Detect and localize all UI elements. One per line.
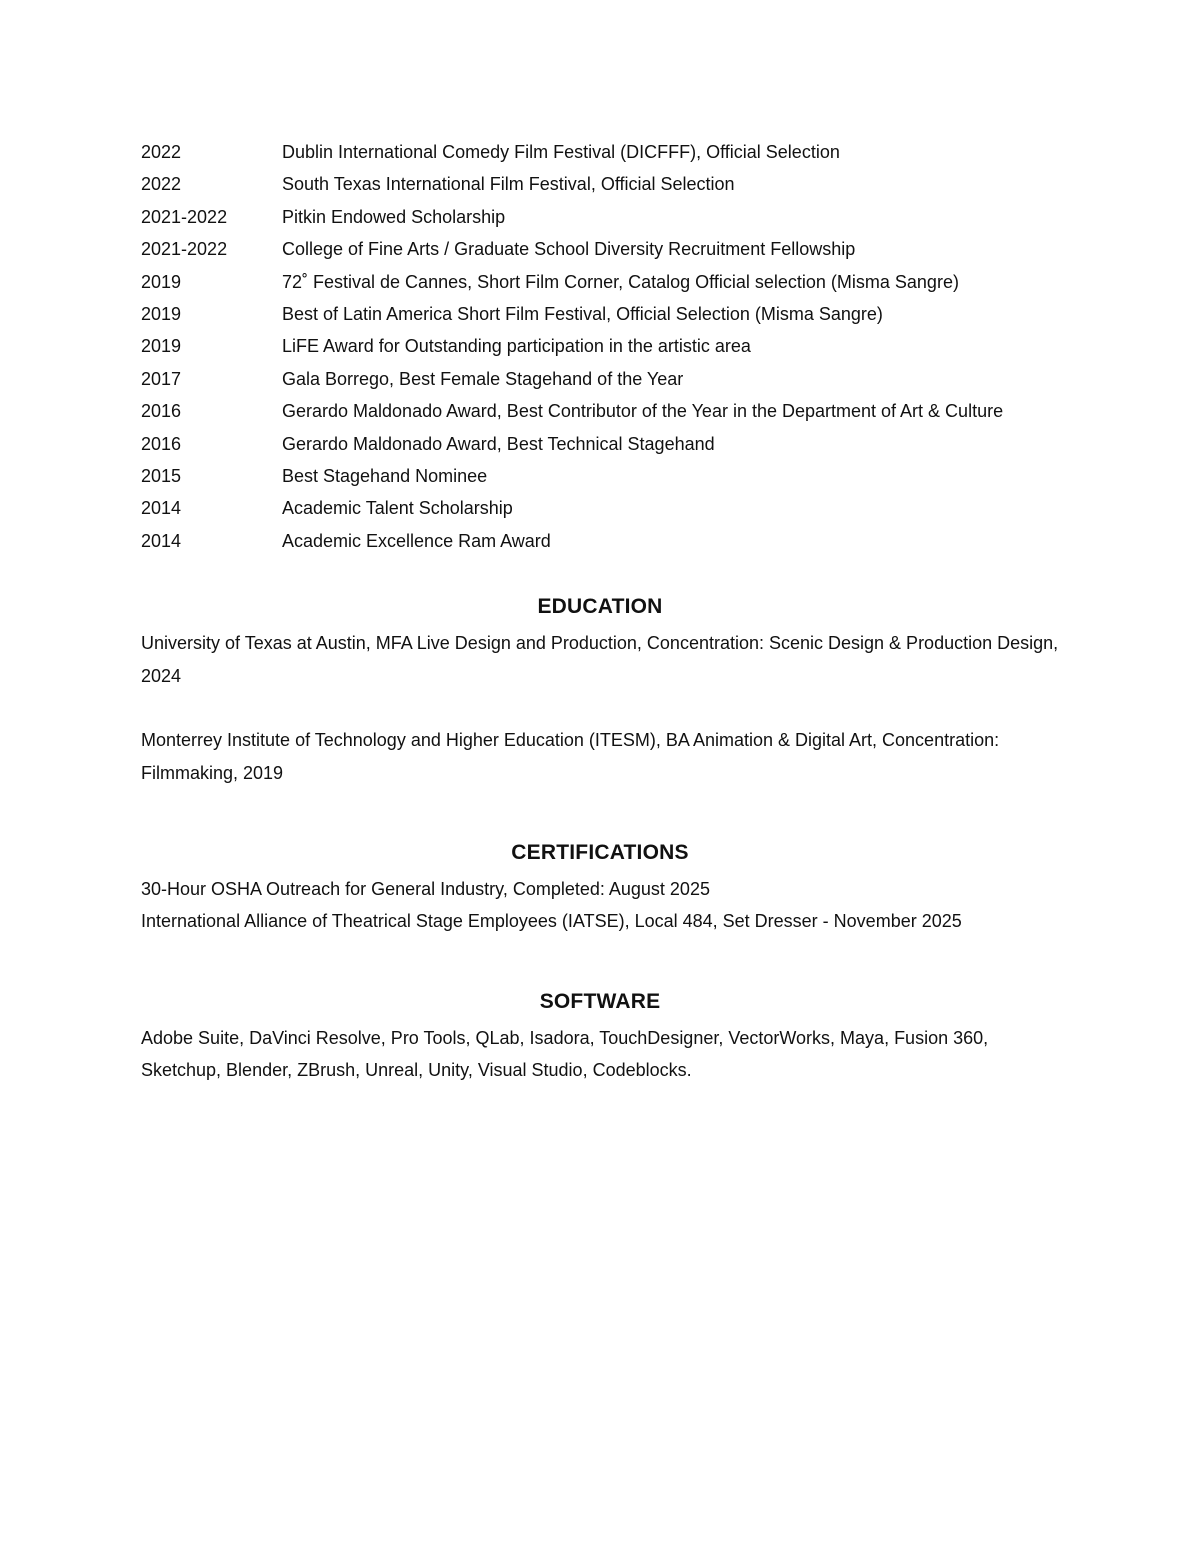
award-row (141, 298, 1059, 330)
certifications-section (141, 873, 1059, 938)
award-year: 2019 (141, 271, 182, 292)
award-title: Dublin International Comedy Film Festival (DICFFF), Official Selection (282, 142, 840, 162)
award-title: Pitkin Endowed Scholarship (282, 206, 506, 227)
award-title: Gerardo Maldonado Award, Best Contributor of the Year in the Department of Art & Culture (282, 401, 1004, 422)
awards-list (141, 136, 1059, 557)
award-title: Academic Excellence Ram Award (282, 530, 551, 551)
spacer (141, 692, 1059, 724)
award-year: 2022 (141, 174, 182, 195)
award-row (141, 330, 1059, 362)
award-row (141, 168, 1059, 200)
award-year: 2019 (141, 336, 182, 357)
award-row (141, 201, 1059, 233)
award-year: 2016 (141, 401, 182, 422)
award-year: 2017 (141, 368, 182, 389)
award-row (141, 233, 1059, 265)
certifications-heading: CERTIFICATIONS (511, 840, 689, 864)
award-year: 2021-2022 (141, 206, 228, 227)
award-title: LiFE Award for Outstanding participation in the artistic area (282, 336, 751, 357)
education-heading: EDUCATION (537, 595, 663, 619)
education-section (141, 627, 1059, 789)
award-row (141, 395, 1059, 427)
award-row (141, 492, 1059, 524)
award-row (141, 266, 1059, 298)
award-row (141, 363, 1059, 395)
award-row (141, 460, 1059, 492)
award-year: 2016 (141, 433, 182, 454)
award-title: College of Fine Arts / Graduate School Diversity Recruitment Fellowship (282, 239, 856, 260)
award-year: 2022 (141, 142, 182, 162)
award-title: Gala Borrego, Best Female Stagehand of the Year (282, 368, 684, 389)
award-year: 2014 (141, 498, 182, 519)
certification-entry: 30-Hour OSHA Outreach for General Industry, Completed: August 2025 (141, 878, 710, 899)
award-year: 2021-2022 (141, 239, 228, 260)
certification-entry: International Alliance of Theatrical Stage Employees (IATSE), Local 484, Set Dresser - November 2025 (141, 911, 962, 932)
education-entry: University of Texas at Austin, MFA Live Design and Production, Concentration: Scenic Design & Production Design, 2024 (141, 633, 1059, 686)
resume-page (141, 136, 1059, 1087)
award-year: 2015 (141, 466, 182, 487)
education-entry: Monterrey Institute of Technology and Higher Education (ITESM), BA Animation & Digital Art, Concentration: Filmmaking, 2019 (141, 730, 1000, 783)
software-section (141, 1022, 1059, 1087)
award-year: 2014 (141, 530, 182, 551)
award-title: Best of Latin America Short Film Festival, Official Selection (Misma Sangre) (282, 304, 883, 325)
award-title: Best Stagehand Nominee (282, 466, 488, 487)
award-title: 72˚ Festival de Cannes, Short Film Corner, Catalog Official selection (Misma Sangre) (282, 271, 959, 292)
award-title: Academic Talent Scholarship (282, 498, 513, 519)
award-title: Gerardo Maldonado Award, Best Technical Stagehand (282, 433, 715, 454)
award-year: 2019 (141, 304, 182, 325)
software-list: Adobe Suite, DaVinci Resolve, Pro Tools, QLab, Isadora, TouchDesigner, VectorWorks, Maya, Fusion 360, Sketchup, Blender, ZBrush, Unreal, Unity, Visual Studio, Codeblocks. (141, 1027, 989, 1081)
award-row (141, 525, 1059, 557)
award-row (141, 136, 1059, 168)
award-row (141, 428, 1059, 460)
software-heading: SOFTWARE (539, 989, 661, 1013)
award-title: South Texas International Film Festival, Official Selection (282, 174, 735, 195)
